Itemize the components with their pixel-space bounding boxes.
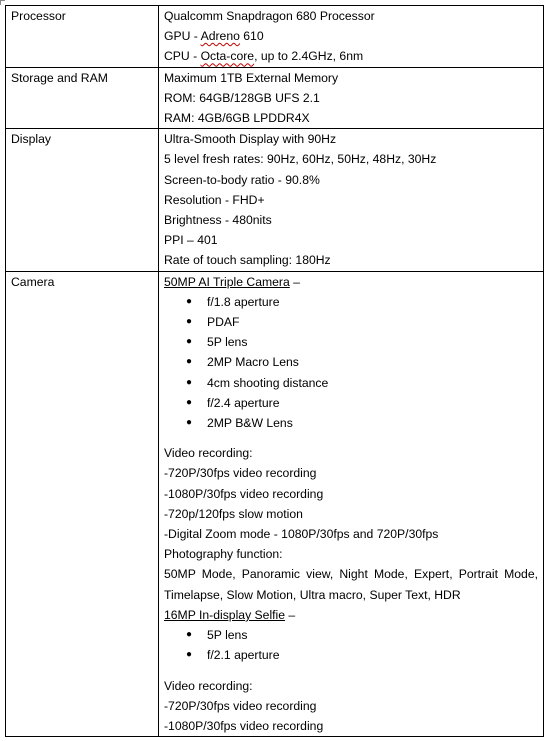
row-value: [159, 6, 544, 68]
photo-text: 50MP Mode, Panoramic view, Night Mode, Expert, Portrait Mode, Timelapse, Slow Motion, Ultra macro, Super Text, HDR: [164, 567, 538, 602]
value-line: PPI – 401: [164, 233, 218, 248]
table-row: [6, 129, 544, 271]
value-line: Maximum 1TB External Memory: [164, 70, 339, 85]
value-line: 5 level fresh rates: 90Hz, 60Hz, 50Hz, 48Hz, 30Hz: [164, 152, 437, 167]
value-line: Brightness - 480nits: [164, 213, 272, 228]
list-item: ● 5P lens: [164, 332, 538, 352]
list-item: ● 2MP Macro Lens: [164, 352, 538, 372]
table-row: [6, 271, 544, 736]
front-video-title: Video recording:: [164, 678, 253, 693]
row-value: [159, 129, 544, 271]
value-line: -Digital Zoom mode - 1080P/30fps and 720P/30fps: [164, 527, 439, 542]
list-item: ● PDAF: [164, 312, 538, 332]
list-item: ● 5P lens: [164, 625, 538, 645]
rear-video-title: Video recording:: [164, 446, 253, 461]
spec-table: [5, 5, 544, 737]
spellcheck-word: Octa-core: [200, 49, 255, 64]
value-line: -1080P/30fps video recording: [164, 718, 324, 733]
list-item: ● f/1.8 aperture: [164, 292, 538, 312]
list-item: ● f/2.1 aperture: [164, 645, 538, 665]
spacer: [164, 666, 538, 676]
rear-camera-heading: 50MP AI Triple Camera –: [164, 274, 300, 289]
front-camera-bullets: [164, 625, 538, 665]
row-value: [159, 67, 544, 129]
row-label: Display: [6, 129, 159, 271]
table-row: [6, 67, 544, 129]
value-line: RAM: 4GB/6GB LPDDR4X: [164, 111, 310, 126]
value-line: Rate of touch sampling: 180Hz: [164, 253, 331, 268]
value-line: -720P/30fps video recording: [164, 466, 317, 481]
row-label: Storage and RAM: [6, 67, 159, 129]
value-line: ROM: 64GB/128GB UFS 2.1: [164, 90, 320, 105]
value-line: -1080P/30fps video recording: [164, 486, 324, 501]
photo-title: Photography function:: [164, 547, 283, 562]
value-line: -720P/30fps video recording: [164, 698, 317, 713]
value-line: GPU - Adreno 610: [164, 29, 264, 44]
value-line: Resolution - FHD+: [164, 192, 265, 207]
front-camera-heading: 16MP In-display Selfie –: [164, 607, 296, 622]
value-line: Screen-to-body ratio - 90.8%: [164, 172, 320, 187]
list-item: ● 2MP B&W Lens: [164, 413, 538, 433]
spellcheck-word: Adreno: [200, 29, 240, 44]
row-value: [159, 271, 544, 736]
value-line: -720p/120fps slow motion: [164, 506, 303, 521]
list-item: ● f/2.4 aperture: [164, 393, 538, 413]
list-item: ● 4cm shooting distance: [164, 373, 538, 393]
rear-camera-bullets: [164, 292, 538, 433]
value-line: Ultra-Smooth Display with 90Hz: [164, 132, 337, 147]
table-row: [6, 6, 544, 68]
row-label: Camera: [6, 271, 159, 736]
value-line: CPU - Octa-core, up to 2.4GHz, 6nm: [164, 49, 364, 64]
value-line: Qualcomm Snapdragon 680 Processor: [164, 9, 375, 23]
spacer: [164, 433, 538, 443]
row-label: Processor: [6, 6, 159, 68]
